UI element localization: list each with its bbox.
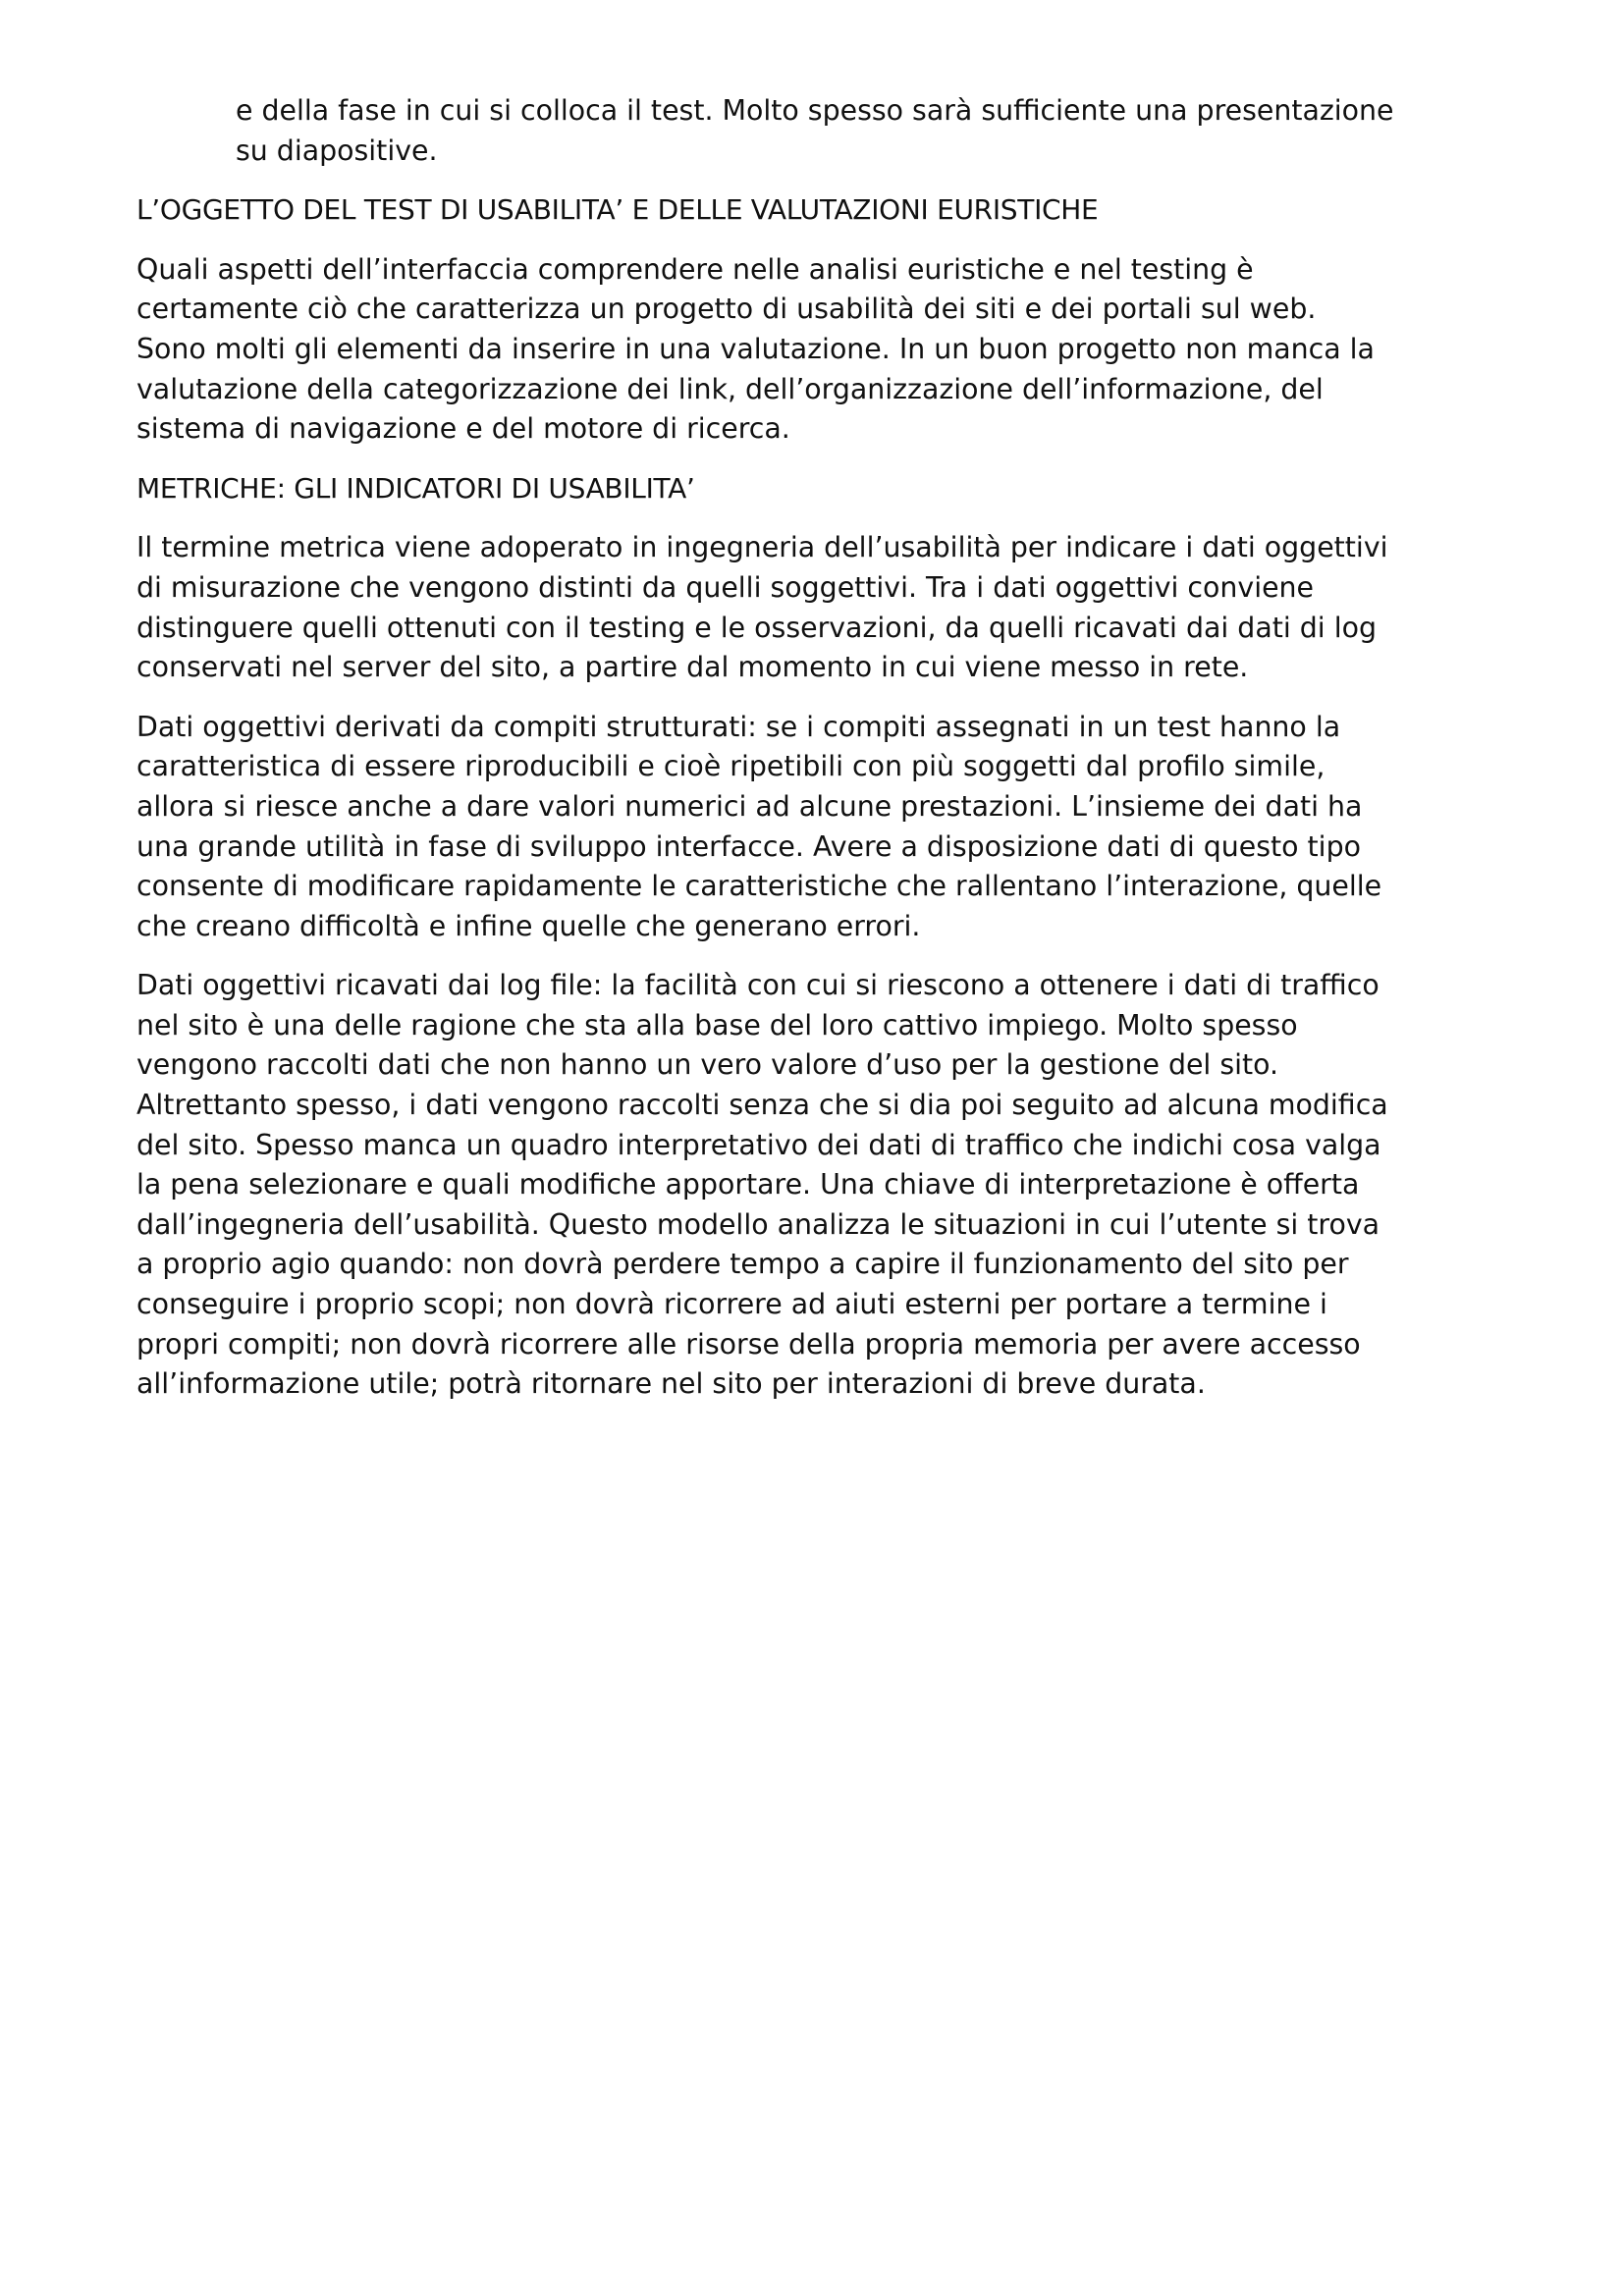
list-item-continuation <box>136 91 1501 171</box>
text-line: valutazione della categorizzazione dei link, dell’organizzazione dell’informazione, del <box>136 372 1324 405</box>
document-body <box>136 91 1501 1424</box>
text-line: Altrettanto spesso, i dati vengono raccolti senza che si dia poi seguito ad alcuna modifica <box>136 1089 1388 1122</box>
text-line: a proprio agio quando: non dovrà perdere tempo a capire il funzionamento del sito per <box>136 1248 1349 1281</box>
text-line: dall’ingegneria dell’usabilità. Questo modello analizza le situazioni in cui l’utente si trova <box>136 1207 1380 1241</box>
text-line: Quali aspetti dell’interfaccia comprendere nelle analisi euristiche e nel testing è <box>136 252 1254 286</box>
section-heading-oggetto-test: L’OGGETTO DEL TEST DI USABILITA’ E DELLE VALUTAZIONI EURISTICHE <box>136 193 1099 227</box>
paragraph-log-file <box>136 966 1501 1405</box>
text-line: all’informazione utile; potrà ritornare nel sito per interazioni di breve durata. <box>136 1367 1206 1401</box>
text-line: vengono raccolti dati che non hanno un vero valore d’uso per la gestione del sito. <box>136 1048 1279 1082</box>
text-line: caratteristica di essere riproducibili e cioè ripetibili con più soggetti dal profilo simile, <box>136 750 1325 783</box>
section-heading-metriche: METRICHE: GLI INDICATORI DI USABILITA’ <box>136 471 695 505</box>
text-line: di misurazione che vengono distinti da quelli soggettivi. Tra i dati oggettivi conviene <box>136 570 1315 604</box>
text-line: la pena selezionare e quali modifiche apportare. Una chiave di interpretazione è offerta <box>136 1168 1360 1201</box>
text-line: Il termine metrica viene adoperato in ingegneria dell’usabilità per indicare i dati oggettivi <box>136 531 1388 564</box>
paragraph-termine-metrica <box>136 528 1501 687</box>
text-line: sistema di navigazione e del motore di ricerca. <box>136 412 790 446</box>
text-line: allora si riesce anche a dare valori numerici ad alcune prestazioni. L’insieme dei dati ha <box>136 789 1363 823</box>
text-line: conservati nel server del sito, a partire dal momento in cui viene messo in rete. <box>136 651 1249 684</box>
text-line: una grande utilità in fase di sviluppo interfacce. Avere a disposizione dati di questo tipo <box>136 829 1361 863</box>
text-line: Dati oggettivi derivati da compiti strutturati: se i compiti assegnati in un test hanno la <box>136 710 1341 743</box>
text-line: Sono molti gli elementi da inserire in una valutazione. In un buon progetto non manca la <box>136 332 1375 365</box>
text-line: che creano difficoltà e infine quelle che generano errori. <box>136 909 921 942</box>
text-line: nel sito è una delle ragione che sta alla base del loro cattivo impiego. Molto spesso <box>136 1008 1298 1041</box>
text-line: distinguere quelli ottenuti con il testing e le osservazioni, da quelli ricavati dai dati di log <box>136 611 1377 644</box>
text-line: propri compiti; non dovrà ricorrere alle risorse della propria memoria per avere accesso <box>136 1327 1361 1361</box>
text-line: consente di modificare rapidamente le caratteristiche che rallentano l’interazione, quelle <box>136 870 1382 903</box>
text-line: conseguire i proprio scopi; non dovrà ricorrere ad aiuti esterni per portare a termine i <box>136 1288 1327 1321</box>
text-line: del sito. Spesso manca un quadro interpretativo dei dati di traffico che indichi cosa valga <box>136 1128 1381 1161</box>
text-line: certamente ciò che caratterizza un progetto di usabilità dei siti e dei portali sul web. <box>136 293 1317 326</box>
text-line: Dati oggettivi ricavati dai log file: la facilità con cui si riescono a ottenere i dati di traffico <box>136 969 1380 1002</box>
text-line: e della fase in cui si colloca il test. Molto spesso sarà sufficiente una presentazione <box>236 94 1394 127</box>
paragraph-compiti-strutturati <box>136 708 1501 947</box>
text-line: su diapositive. <box>236 133 438 167</box>
paragraph-aspetti-interfaccia <box>136 250 1501 450</box>
